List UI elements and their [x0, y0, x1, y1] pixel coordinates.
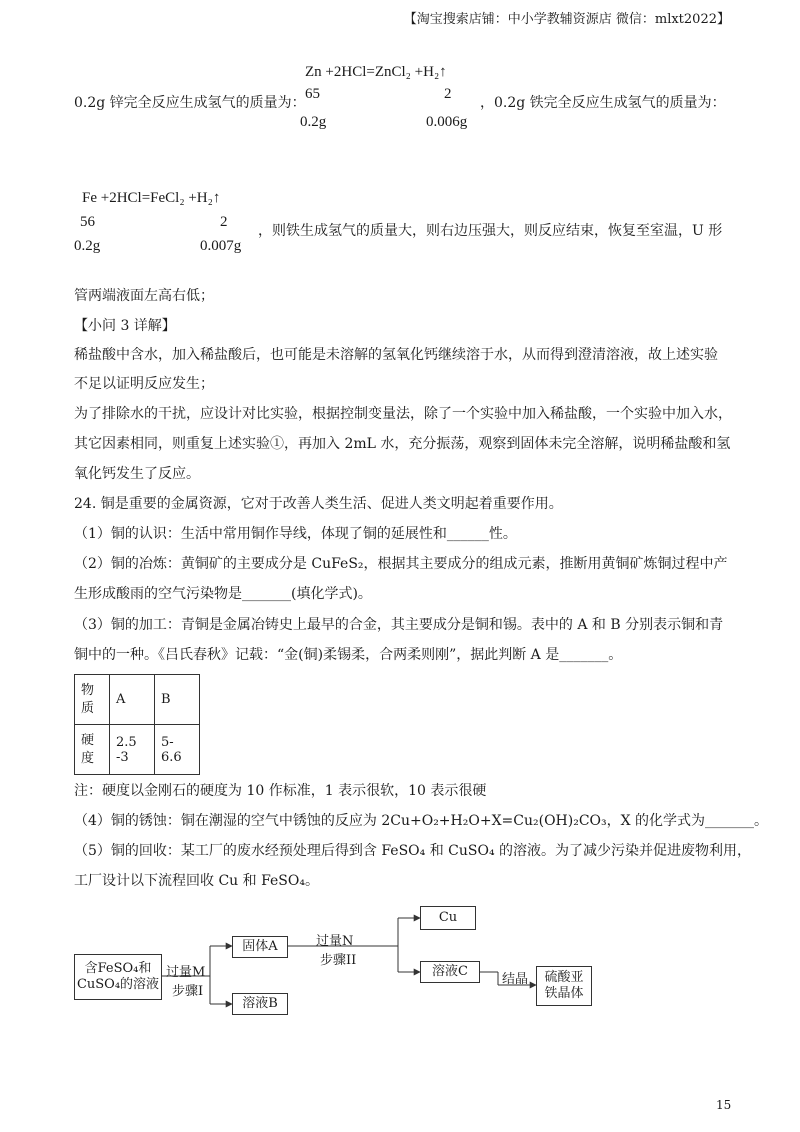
section-heading: 【小问 3 详解】: [74, 318, 176, 334]
text-line: 不足以证明反应发生；: [74, 376, 214, 392]
solution-c-box: 溶液C: [420, 961, 480, 983]
fe-text-right: ，则铁生成氢气的质量大，则右边压强大，则反应结束，恢复至室温，U 形: [258, 223, 723, 239]
table-cell: 2.5-3: [110, 725, 155, 775]
page-header: 【淘宝搜索店铺：中小学教辅资源店 微信：mlxt2022】: [403, 12, 730, 27]
step-2-label: 步骤II: [320, 953, 357, 968]
text-line: 工厂设计以下流程回收 Cu 和 FeSO₄。: [74, 873, 319, 889]
question-24-part-2: （2）铜的冶炼：黄铜矿的主要成分是 CuFeS₂，根据其主要成分的组成元素，推断用黄铜矿炼铜过程中产: [74, 556, 728, 572]
text-line: 生形成酸雨的空气污染物是_______(填化学式)。: [74, 586, 372, 602]
question-24-part-3: （3）铜的加工：青铜是金属冶铸史上最早的合金，其主要成分是铜和锡。表中的 A 和 B 分别表示铜和青: [74, 617, 724, 633]
question-24-part-4: （4）铜的锈蚀：铜在潮湿的空气中锈蚀的反应为 2Cu+O₂+H₂O+X=Cu₂(OH)₂CO₃，X 的化学式为_______。: [74, 813, 769, 829]
zn-mass: 0.2g: [300, 114, 327, 130]
step-1-label: 步骤I: [172, 984, 204, 999]
table-cell: 5-6.6: [155, 725, 200, 775]
page-number: 15: [716, 1098, 732, 1112]
fe-reaction-equation: Fe +2HCl=FeCl₂ +H₂↑: [82, 190, 221, 206]
h2-mass-1: 0.006g: [426, 114, 468, 130]
solution-b-box: 溶液B: [232, 993, 288, 1015]
solid-a-box: 固体A: [232, 936, 288, 958]
zn-molar-mass: 65: [305, 86, 320, 102]
step-2-reagent-label: 过量N: [316, 934, 354, 949]
h2-mass-2: 0.007g: [200, 238, 242, 254]
fe-mass: 0.2g: [74, 238, 101, 254]
h2-molar-mass-1: 2: [444, 86, 452, 102]
text-line: 铜中的一种。《吕氏春秋》记载：“金(铜)柔锡柔，合两柔则刚”，据此判断 A 是_______。: [74, 647, 623, 663]
step-1-reagent-label: 过量M: [166, 965, 206, 980]
table-cell: B: [155, 675, 200, 725]
table-note: 注：硬度以金刚石的硬度为 10 作标准，1 表示很软，10 表示很硬: [74, 783, 487, 799]
table-cell: 物质: [75, 675, 110, 725]
zn-reaction-equation: Zn +2HCl=ZnCl₂ +H₂↑: [305, 64, 447, 80]
question-24-part-5: （5）铜的回收：某工厂的废水经预处理后得到含 FeSO₄ 和 CuSO₄ 的溶液。为了减少污染并促进废物利用，: [74, 843, 752, 859]
h2-molar-mass-2: 2: [220, 214, 228, 230]
fe-molar-mass: 56: [80, 214, 95, 230]
text-line: 为了排除水的干扰，应设计对比实验，根据控制变量法，除了一个实验中加入稀盐酸，一个实验中加入水，: [74, 406, 732, 422]
crystallization-label: 结晶: [502, 972, 529, 987]
ferrous-sulfate-crystal-box: 硫酸亚 铁晶体: [536, 966, 592, 1006]
zn-text-left: 0.2g 锌完全反应生成氢气的质量为：: [74, 95, 306, 111]
flow-start-solution-box: 含FeSO₄和 CuSO₄的溶液: [74, 954, 162, 1000]
text-line: 其它因素相同，则重复上述实验①，再加入 2mL 水，充分振荡，观察到固体未完全溶解，说明稀盐酸和氢: [74, 436, 731, 452]
copper-product-box: Cu: [420, 906, 476, 930]
question-24-stem: 24. 铜是重要的金属资源，它对于改善人类生活、促进人类文明起着重要作用。: [74, 496, 563, 512]
text-line: 稀盐酸中含水，加入稀盐酸后，也可能是未溶解的氢氧化钙继续溶于水，从而得到澄清溶液，故上述实验: [74, 347, 718, 363]
text-line: 氧化钙发生了反应。: [74, 466, 200, 482]
question-24-part-1: （1）铜的认识：生活中常用铜作导线，体现了铜的延展性和______性。: [74, 526, 517, 542]
text-line: 管两端液面左高右低；: [74, 288, 214, 304]
zn-text-right: ，0.2g 铁完全反应生成氢气的质量为：: [480, 95, 726, 111]
table-cell: A: [110, 675, 155, 725]
table-cell: 硬度: [75, 725, 110, 775]
